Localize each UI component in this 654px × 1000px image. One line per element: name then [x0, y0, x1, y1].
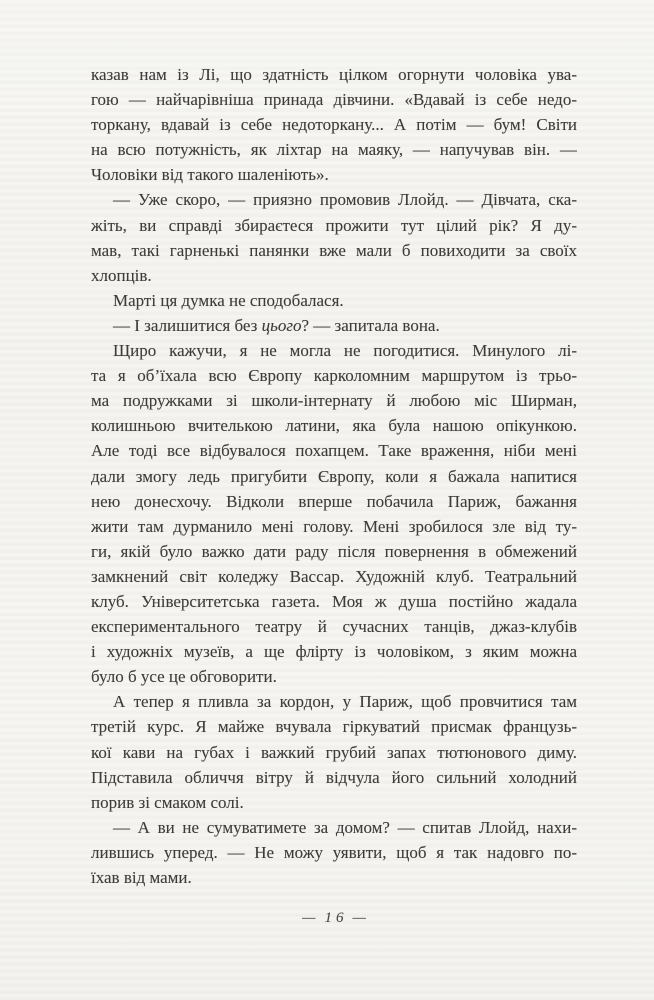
paragraph	[91, 288, 577, 313]
text-line: — А ви не сумуватимете за домом? — спитав Ллойд, нахи-	[113, 817, 577, 837]
text-line: клуб. Університетська газета. Моя ж душа постійно жадала	[91, 591, 577, 611]
text-line: на всю потужність, як ліхтар на маяку, — напучував він. —	[91, 140, 577, 160]
text-line: А тепер я пливла за кордон, у Париж, щоб провчитися там	[113, 692, 577, 712]
text-line	[91, 313, 577, 338]
paragraph	[91, 815, 577, 890]
text-line: третій курс. Я майже вчувала гіркуватий присмак французь-	[91, 717, 577, 737]
text-line: Марті ця думка не сподобалася.	[113, 290, 344, 310]
text-segment: ? — запитала вона.	[301, 315, 440, 335]
text-line: дали змогу ледь пригубити Європу, коли я бажала напитися	[91, 466, 577, 486]
text-line: колишньою вчителькою латини, яка була нашою опікункою.	[91, 416, 577, 436]
page-number: 16	[324, 910, 348, 926]
text-line: порив зі смаком солі.	[91, 792, 244, 812]
text-line: та я об’їхала всю Європу карколомним маршрутом із трьо-	[91, 366, 577, 386]
text-line: ма подружками зі школи-інтернату й любою міс Ширман,	[91, 391, 577, 411]
emphasized-word: цього	[261, 315, 302, 335]
paragraph	[91, 338, 577, 689]
text-line: Підставила обличчя вітру й відчула його сильний холодний	[91, 767, 577, 787]
text-line: і художніх музеїв, а ще флірту із чоловіком, з яким можна	[91, 642, 577, 662]
text-line: мав, такі гарненькі панянки вже мали б повиходити за своїх	[91, 240, 577, 260]
text-line: експериментального театру й сучасних танців, джаз-клубів	[91, 617, 577, 637]
text-line: гою — найчарівніша принада дівчини. «Вдавай із себе недо-	[91, 90, 577, 110]
text-line: Чоловіки від такого шаленіють».	[91, 165, 329, 185]
text-line: нею донесхочу. Відколи вперше побачила Париж, бажання	[91, 491, 577, 511]
text-line: торкану, вдавай із себе недоторкану... А потім — бум! Світи	[91, 115, 577, 135]
paragraph	[91, 689, 577, 814]
page-text-block	[91, 62, 577, 890]
text-segment: — І залишитися без	[113, 315, 262, 335]
text-line: кої кави на губах і важкий грубий запах тютюнового диму.	[91, 742, 577, 762]
text-line: — Уже скоро, — приязно промовив Ллойд. — Дівчата, ска-	[113, 190, 577, 210]
text-line: хлопців.	[91, 265, 152, 285]
paragraph	[91, 62, 577, 187]
text-line: жити там дурманило мені голову. Мені зробилося зле від ту-	[91, 516, 577, 536]
text-line: ги, якій було важко дати раду після повернення в обмежений	[91, 541, 577, 561]
text-line: Щиро кажучи, я не могла не погодитися. Минулого лі-	[113, 341, 577, 361]
paragraph	[91, 313, 577, 338]
text-line: їхав від мами.	[91, 868, 192, 887]
text-line: замкнений світ коледжу Вассар. Художній клуб. Театральний	[91, 566, 577, 586]
paragraph	[91, 187, 577, 287]
text-line: було б усе це обговорити.	[91, 667, 277, 687]
footer-dash-right: —	[352, 910, 366, 926]
text-line: лившись уперед. — Не можу уявити, щоб я так надовго по-	[91, 842, 577, 862]
text-line: казав нам із Лі, що здатність цілком огорнути чоловіка ува-	[91, 65, 577, 84]
text-line: Але тоді все відбувалося похапцем. Таке враження, ніби мені	[91, 441, 577, 461]
text-line: жіть, ви справді збираєтеся прожити тут цілий рік? Я ду-	[91, 215, 577, 235]
page-footer	[91, 910, 577, 927]
footer-dash-left: —	[302, 910, 316, 926]
